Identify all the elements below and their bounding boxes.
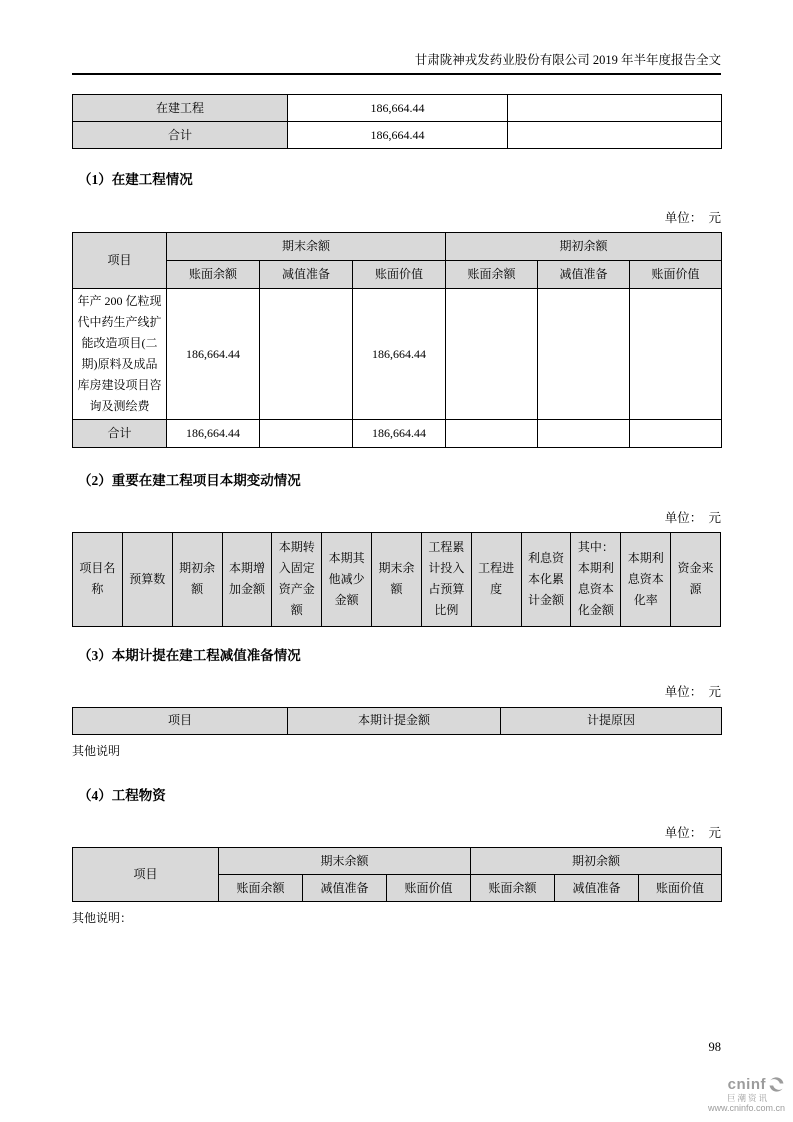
project-value-cell	[446, 289, 538, 420]
subheader-book-balance: 账面余额	[167, 261, 260, 289]
summary-total-value: 186,664.44	[288, 122, 508, 149]
header-fund-source: 资金来源	[671, 532, 721, 626]
subheader-book-value: 账面价值	[630, 261, 722, 289]
item-column-header: 项目	[73, 848, 219, 902]
header-item: 项目	[73, 707, 288, 734]
section2-unit-label: 单位： 元	[664, 510, 721, 525]
header-capitalization-rate: 本期利息资本化率	[621, 532, 671, 626]
header-progress: 工程进度	[471, 532, 521, 626]
total-value-cell: 186,664.44	[167, 420, 260, 448]
header-project-name: 项目名称	[73, 532, 123, 626]
subheader-impairment: 减值准备	[555, 875, 639, 902]
subheader-book-balance: 账面余额	[219, 875, 303, 902]
subheader-impairment: 减值准备	[538, 261, 630, 289]
cninfo-brand-text: cninf	[727, 1075, 766, 1093]
table-header-row	[73, 707, 722, 734]
header-end-balance: 期末余额	[372, 532, 422, 626]
section1-unit-label: 单位： 元	[664, 210, 721, 225]
report-header-title: 甘肃陇神戎发药业股份有限公司 2019 年半年度报告全文	[414, 53, 721, 67]
header-capitalized-interest-total: 利息资本化累计金额	[521, 532, 571, 626]
report-header	[72, 0, 721, 75]
impairment-provision-table	[72, 707, 722, 735]
section2-title: （2）重要在建工程项目本期变动情况	[78, 473, 301, 489]
engineering-materials-table	[72, 847, 722, 902]
subheader-impairment: 减值准备	[260, 261, 353, 289]
summary-table	[72, 94, 722, 149]
project-row	[73, 289, 722, 420]
section3-other-note: 其他说明	[72, 743, 121, 758]
summary-row-label: 在建工程	[73, 95, 288, 122]
header-capitalized-interest-current: 其中：本期利息资本化金额	[571, 532, 621, 626]
cninfo-url: www.cninfo.com.cn	[707, 1102, 785, 1113]
period-begin-group-header: 期初余额	[446, 233, 722, 261]
summary-total-extra	[508, 122, 722, 149]
summary-row-extra	[508, 95, 722, 122]
summary-row-value: 186,664.44	[288, 95, 508, 122]
section4-other-note: 其他说明：	[72, 911, 133, 926]
table-header-row	[73, 848, 722, 875]
header-provision-amount: 本期计提金额	[288, 707, 501, 734]
total-row	[73, 420, 722, 448]
subheader-book-value: 账面价值	[639, 875, 722, 902]
section3-title: （3）本期计提在建工程减值准备情况	[78, 647, 301, 663]
subheader-book-value: 账面价值	[353, 261, 446, 289]
subheader-impairment: 减值准备	[303, 875, 387, 902]
section1-title: （1）在建工程情况	[78, 172, 193, 188]
section4-unit-label: 单位： 元	[664, 825, 721, 840]
table-subheader-row	[73, 261, 722, 289]
subheader-book-balance: 账面余额	[471, 875, 555, 902]
project-value-cell	[630, 289, 722, 420]
cninfo-swirl-icon	[768, 1076, 785, 1093]
total-value-cell	[630, 420, 722, 448]
project-value-cell	[260, 289, 353, 420]
table-header-row	[73, 532, 721, 626]
project-changes-table	[72, 532, 721, 627]
project-value-cell	[538, 289, 630, 420]
cninfo-logo-top	[708, 1076, 785, 1093]
header-transfer-to-fixed-assets: 本期转入固定资产金额	[272, 532, 322, 626]
period-end-group-header: 期末余额	[219, 848, 471, 875]
header-increase: 本期增加金额	[222, 532, 272, 626]
total-value-cell	[446, 420, 538, 448]
subheader-book-balance: 账面余额	[446, 261, 538, 289]
total-label-cell: 合计	[73, 420, 167, 448]
total-value-cell: 186,664.44	[353, 420, 446, 448]
page-content	[72, 0, 721, 927]
project-value-cell: 186,664.44	[167, 289, 260, 420]
total-value-cell	[538, 420, 630, 448]
project-value-cell: 186,664.44	[353, 289, 446, 420]
section3-unit-label: 单位： 元	[664, 685, 721, 700]
header-provision-reason: 计提原因	[501, 707, 722, 734]
section4-title: （4）工程物资	[78, 788, 166, 804]
period-begin-group-header: 期初余额	[471, 848, 722, 875]
construction-in-progress-table	[72, 232, 722, 448]
subheader-book-value: 账面价值	[387, 875, 471, 902]
header-investment-ratio: 工程累计投入占预算比例	[421, 532, 471, 626]
table-row	[73, 95, 722, 122]
cninfo-chinese-name: 巨潮资讯	[726, 1093, 769, 1103]
total-value-cell	[260, 420, 353, 448]
header-budget: 预算数	[122, 532, 172, 626]
cninfo-logo	[708, 1076, 785, 1113]
page-number: 98	[708, 1040, 721, 1054]
item-column-header: 项目	[73, 233, 167, 289]
header-begin-balance: 期初余额	[172, 532, 222, 626]
period-end-group-header: 期末余额	[167, 233, 446, 261]
table-header-row	[73, 233, 722, 261]
summary-total-label: 合计	[73, 122, 288, 149]
table-row	[73, 122, 722, 149]
project-name-cell: 年产 200 亿粒现代中药生产线扩能改造项目(二期)原料及成品库房建设项目咨询及测绘费	[73, 289, 167, 420]
header-other-decrease: 本期其他减少金额	[322, 532, 372, 626]
